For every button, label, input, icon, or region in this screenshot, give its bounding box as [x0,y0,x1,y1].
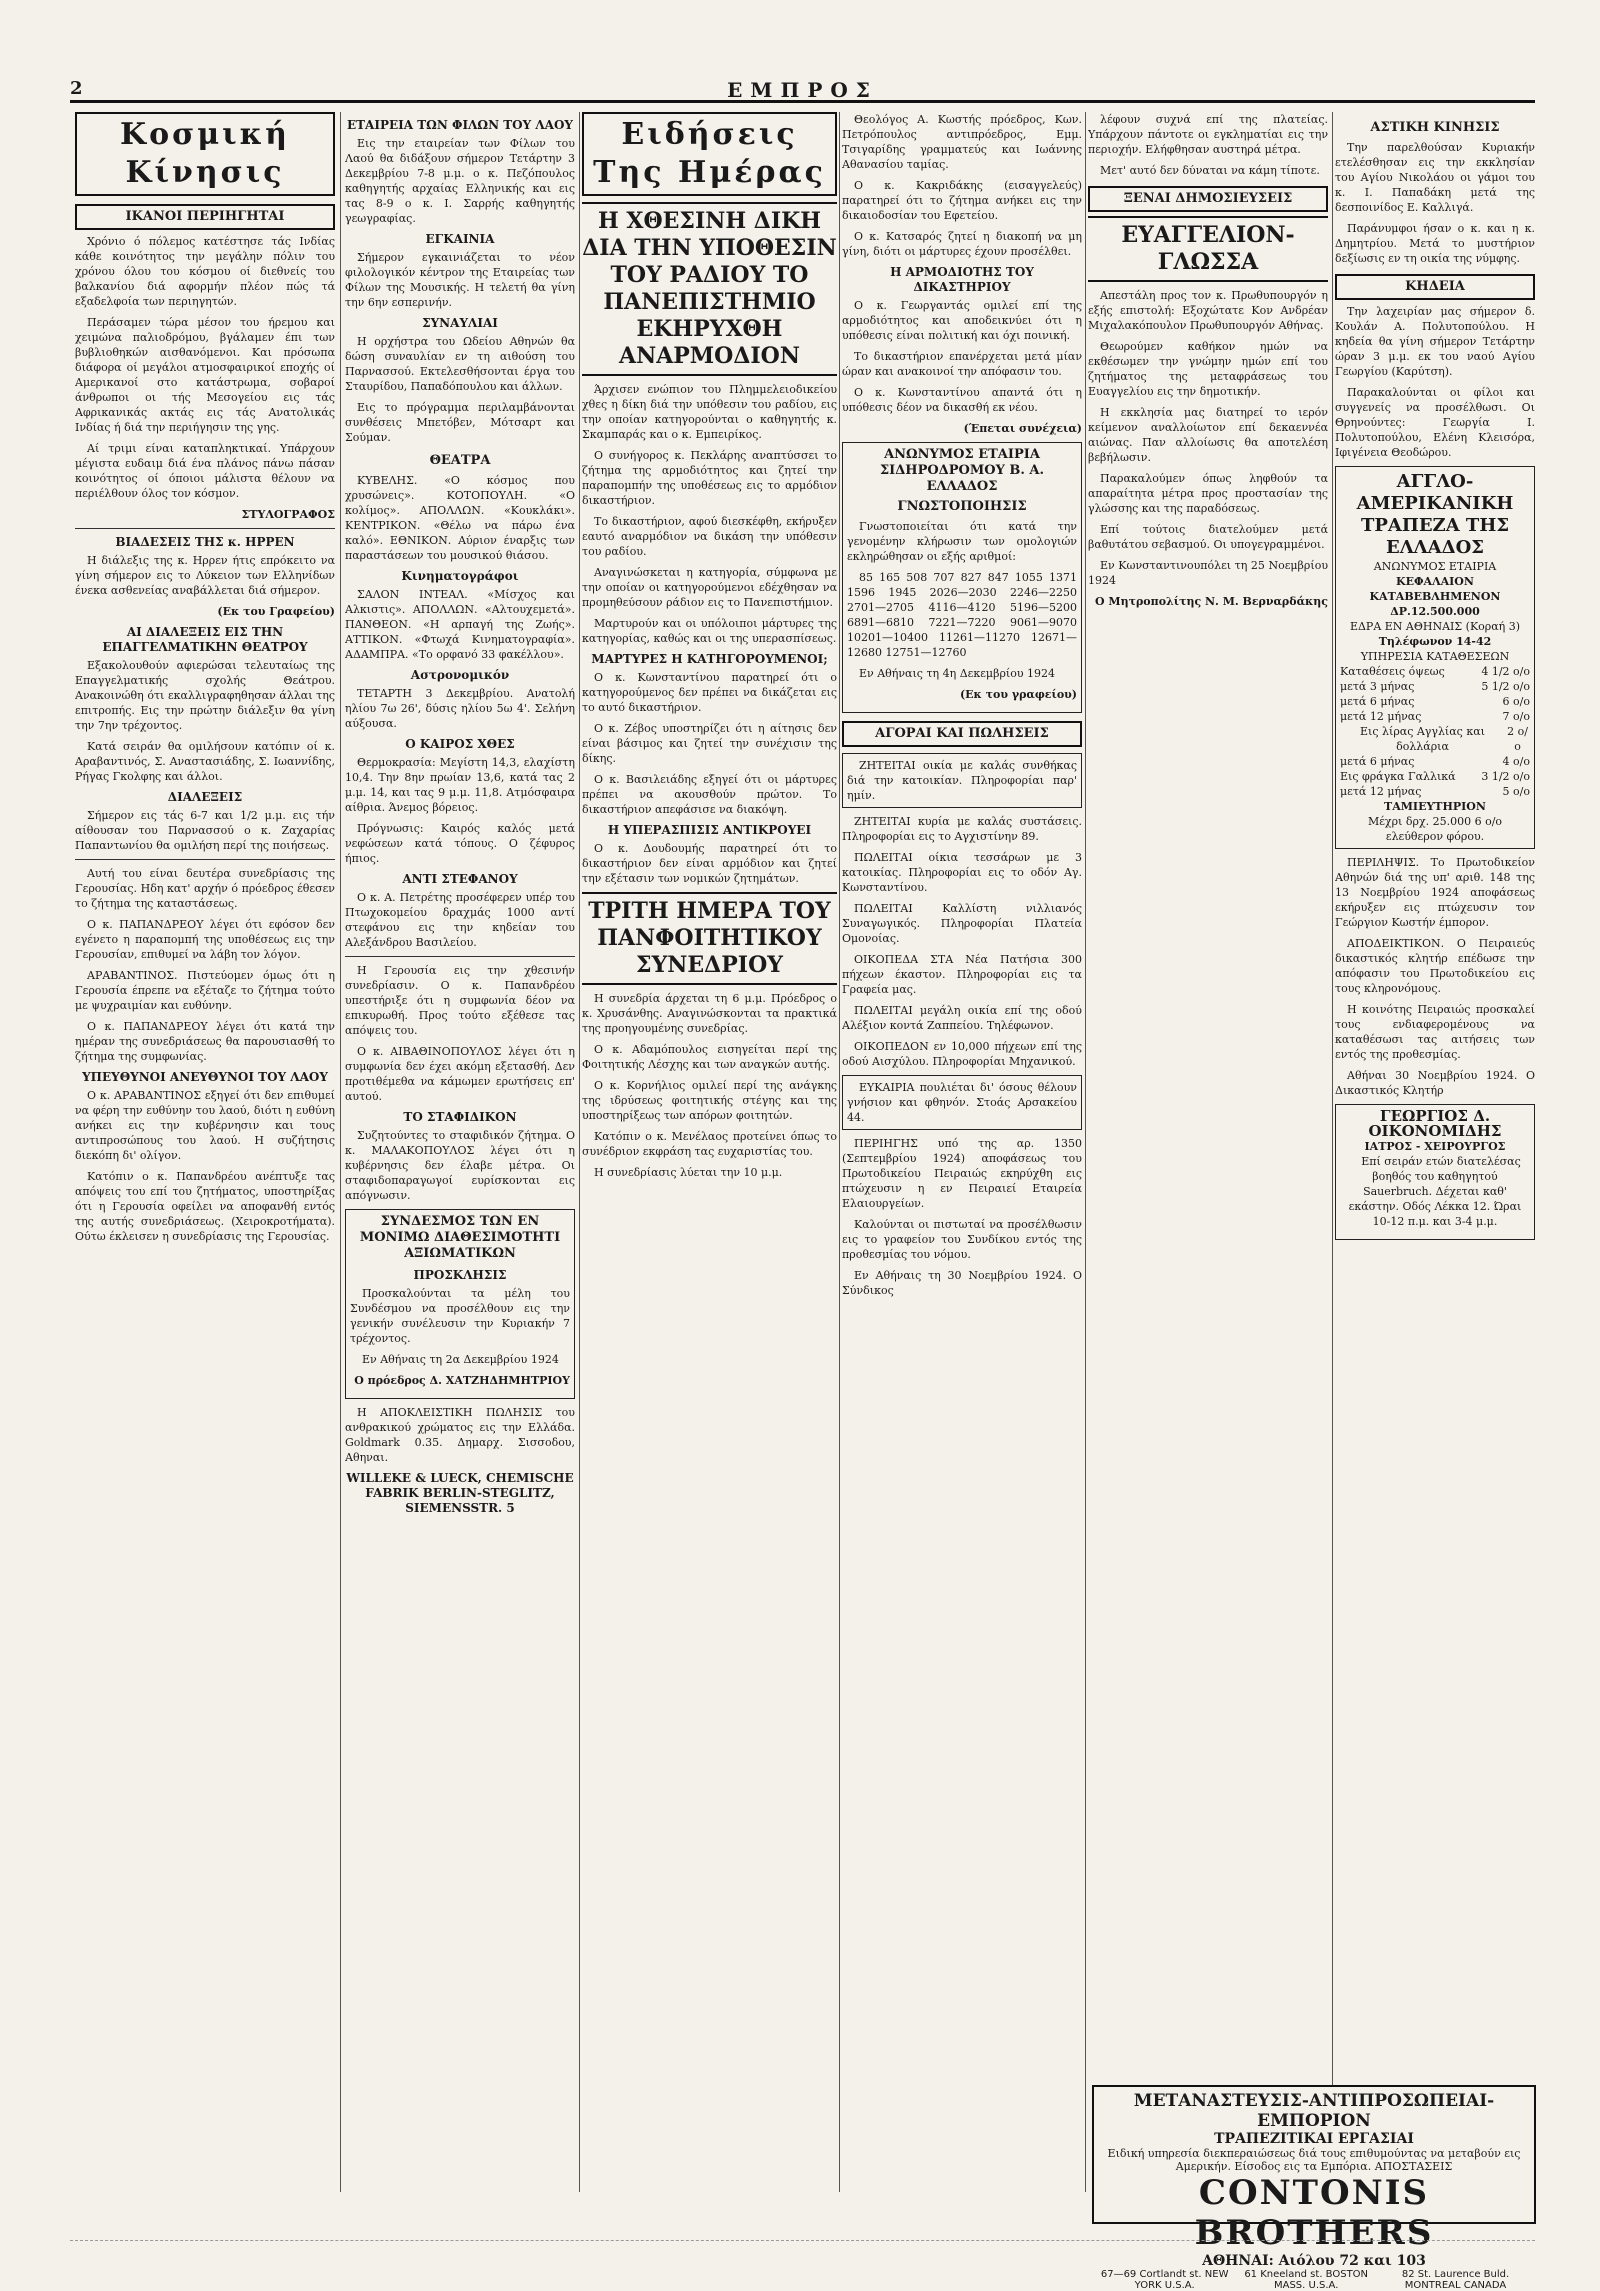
railway-notice [842,442,1082,713]
article-title: ΤΟ ΣΤΑΦΙΔΙΚΟΝ [403,1110,517,1124]
article-paragraph: Μετ' αυτό δεν δύναται να κάμη τίποτε. [1100,164,1320,177]
section-heading-news: Ειδήσεις Της Ημέρας [582,112,837,196]
column-letters [1088,112,1328,2192]
article-paragraph: Θερμοκρασία: Μεγίστη 14,3, ελαχίστη 10,4. Την 8ην πρωίαν 13,6, κατά τας 2 μ.μ. 14, και τας 9 μ.μ. 11,8. Ατμόσφαιρα αίθρια. Άνεμος βόρειος. [345,756,575,814]
article-paragraph: Πρόγνωσις: Καιρός καλός μετά νεφώσεων κατά τόπους. Ο ζέφυρος ήπιος. [345,822,575,865]
column-announcements [345,112,575,2192]
article-paragraph: Ο κ. Κορνήλιος ομιλεί περί της ανάγκης της ιδρύσεως φοιτητικής στέγης και της υποστηρίξεως των απόρων φοιτητών. [582,1079,837,1122]
article-paragraph: Η συνεδρία άρχεται τη 6 μ.μ. Πρόεδρος ο κ. Χρυσάνθης. Αναγινώσκονται τα πρακτικά της προηγουμένης συνεδρίας. [582,992,837,1035]
rate-label: μετά 12 μήνας [1340,710,1422,723]
notice-text: Γνωστοποιείται ότι κατά την γενομένην κλήρωσιν των ομολογιών εκληρώθησαν οι εξής αριθμοί: [847,520,1077,563]
rate-row [1340,754,1530,769]
article-title: ΙΚΑΝΟΙ ΠΕΡΙΗΓΗΤΑΙ [75,204,335,230]
article-paragraph: Κατά σειράν θα ομιλήσουν κατόπιν οί κ. Αραβαντινός, Σ. Αναστασιάδης, Σ. Ιωαννίδης, Ρήγας Γκολφης και άλλοι. [75,740,335,783]
lead-headline: Η ΧΘΕΣΙΝΗ ΔΙΚΗ ΔΙΑ ΤΗΝ ΥΠΟΘΕΣΙΝ ΤΟΥ ΡΑΔΙΟΥ ΤΟ ΠΑΝΕΠΙΣΤΗΜΙΟ ΕΚΗΡΥΧΘΗ ΑΝΑΡΜΟΔΙΟΝ [582,202,837,376]
rate-label: Καταθέσεις όψεως [1340,665,1445,678]
bank-name-line1: ΑΓΓΛΟ-ΑΜΕΡΙΚΑΝΙΚΗ [1356,471,1514,514]
article-paragraph: Ο κ. Κακριδάκης (εισαγγελεύς) παρατηρεί ότι το ζήτημα ανήκει εις την δικαιοδοσίαν του Εφετείου. [842,179,1082,222]
rate-row [1340,724,1530,754]
column-rule [340,112,341,2192]
article-paragraph: Καλούνται οι πιστωταί να προσέλθωσιν εις το γραφείον του Συνδίκου εντός της προθεσμίας του νόμου. [842,1218,1082,1261]
article-paragraph: Η διάλεξις της κ. Ηρρεν ήτις επρόκειτο να γίνη σήμερον εις το Λύκειον των Ελληνίδων ένεκα ασθενείας αναβάλλεται διά σήμερον. [75,554,335,597]
article-paragraph: Το δικαστήριον επανέρχεται μετά μίαν ώραν και ανακοινοί την απόφασιν του. [842,350,1082,378]
article-paragraph: Κατόπιν ο κ. Παπανδρέου ανέπτυξε τας απόψεις του επί του ζητήματος, υποστηρίξας ότι η Γερουσία οφείλει να αποφανθή εντός της αυτής συνεδριάσεως. (Χειροκροτήματα). Ούτω έκλεισεν η συνεδρίασις της Γερουσίας. [75,1170,335,1243]
ad-branch-addresses [1094,2269,1534,2291]
branch-address: 82 St. Laurence Buld. MONTREAL CANADA [1401,2269,1510,2291]
rate-label: Εις λίρας Αγγλίας και δολλάρια [1360,725,1485,753]
classified-ad: ΠΩΛΕΙΤΑΙ μεγάλη οικία επί της οδού Αλέξιον κοντά Ζαππείου. Τηλέφωνον. [842,1004,1082,1032]
article-paragraph: Αναγινώσκεται η κατηγορία, σύμφωνα με την οποίαν οι κατηγορούμενοι εδέχθησαν να προμηθεύσουν ράδιον εις το Πανεπιστήμιον. [582,566,837,609]
notice-subheading: ΠΡΟΣΚΛΗΣΙΣ [413,1268,507,1282]
article-title: ΕΓΚΑΙΝΙΑ [425,232,495,246]
article-paragraph: Η εκκλησία μας διατηρεί το ιερόν κείμενον αναλλοίωτον επί δεκαεννέα αιώνας. Παν αλλοίωσις θα αποτελέση βεβήλωσιν. [1088,406,1328,464]
article-paragraph: Ο κ. ΠΑΠΑΝΔΡΕΟΥ λέγει ότι κατά την ημέραν της συνεδριάσεως θα παρουσιασθή το ζήτημα της συμφωνίας. [75,1020,335,1063]
article-paragraph: ΑΠΟΔΕΙΚΤΙΚΟΝ. Ο Πειραιεύς δικαστικός κλητήρ επέδωσε την απόφασιν του Πρωτοδικείου εις τους κληρονόμους. [1335,937,1535,995]
divider [75,528,335,529]
branch-address: 61 Kneeland st. BOSTON MASS. U.S.A. [1244,2269,1369,2291]
article-paragraph: Ο κ. Γεωργαντάς ομιλεί επί της αρμοδιότητος και αποδεικνύει ότι η υπόθεσις είναι πολιτική και όχι ποινική. [842,299,1082,342]
gospel-headline: ΕΥΑΓΓΕΛΙΟΝ-ΓΛΩΣΣΑ [1088,216,1328,282]
classified-ad-boxed: ΕΥΚΑΙΡΙΑ πουλιέται δι' όσους θέλουν γνήσιον και φθηνόν. Στοάς Αρσακείου 44. [842,1075,1082,1130]
classified-ad: ΖΗΤΕΙΤΑΙ κυρία με καλάς συστάσεις. Πληροφορίαι εις το Αγχιστίνην 89. [842,815,1082,843]
rate-label: μετά 6 μήνας [1340,695,1415,708]
rate-row [1340,784,1530,799]
rate-row [1340,679,1530,694]
notice-text: Προσκαλούνται τα μέλη του Συνδέσμου να προσέλθουν εις την γενικήν συνέλευσιν την Κυριακήν 7 τρέχοντος. [350,1287,570,1345]
section-heading-society: Κοσμική Κίνησις [75,112,335,196]
bank-advertisement [1335,466,1535,849]
rate-label: Εις φράγκα Γαλλικά [1340,770,1456,783]
article-paragraph: Εν Αθήναις τη 30 Νοεμβρίου 1924. Ο Σύνδικος [842,1269,1082,1297]
rate-label: μετά 12 μήνας [1340,785,1422,798]
article-paragraph: Η κοινότης Πειραιώς προσκαλεί τους ενδιαφερομένους να καταθέσωσι τας αιτήσεις των εντός της προθεσμίας. [1335,1003,1535,1061]
rate-value: 4 1/2 ο/ο [1481,665,1530,678]
article-title: ΥΠΕΥΘΥΝΟΙ ΑΝΕΥΘΥΝΟΙ ΤΟΥ ΛΑΟΥ [82,1070,328,1084]
bank-service: ΥΠΗΡΕΣΙΑ ΚΑΤΑΘΕΣΕΩΝ [1360,650,1510,663]
classified-ad: ΠΩΛΕΙΤΑΙ Καλλίστη νιλλιανός Συναγωγικός. Πληροφορίαι Πλατεία Ομονοίας. [842,902,1082,945]
rate-value: 6 ο/ο [1502,695,1530,708]
section-heading-publications: ΞΕΝΑΙ ΔΗΜΟΣΙΕΥΣΕΙΣ [1088,186,1328,212]
page-bottom-edge [70,2240,1535,2241]
branch-address: 67—69 Cortlandt st. NEW YORK U.S.A. [1100,2269,1229,2291]
article-paragraph: Εις το πρόγραμμα περιλαμβάνονται συνθέσεις Μπετόβεν, Μότσαρτ και Σούμαν. [345,401,575,444]
article-paragraph: Ο κ. Κατσαρός ζητεί η διακοπή να μη γίνη, διότι οι μάρτυρες έχουν προσέλθει. [842,230,1082,258]
article-paragraph: Κατόπιν ο κ. Μενέλαος προτείνει όπως το συνέδριον εκφράση τας ευχαριστίας του. [582,1130,837,1158]
rate-value: 5 1/2 ο/ο [1481,680,1530,693]
article-title: ΣΥΝΑΥΛΙΑΙ [422,316,498,330]
credit-line: (Εκ του Γραφείου) [217,605,335,618]
masthead [70,78,1535,103]
doctor-text: Επί σειράν ετών διατελέσας βοηθός του καθηγητού Sauerbruch. Δέχεται καθ' εκάστην. Οδός Λέκκα 12. Ώραι 10-12 π.μ. και 3-4 μ.μ. [1348,1155,1522,1228]
savings-rate: Μέχρι δρχ. 25.000 6 ο/ο ελεύθερον φόρου. [1367,815,1503,843]
article-paragraph: Η Γερουσία εις την χθεσινήν συνεδρίασιν. Ο κ. Παπανδρέου υπεστήριξε ότι η συμφωνία δέον να επικυρωθή. Προς τούτο εξέθεσε τας απόψεις του. [345,964,575,1037]
article-paragraph: Την λαχειρίαν μας σήμερον δ. Κουλάν Α. Πολυτοπούλου. Η κηδεία θα γίνη σήμερον Τετάρτην ώραν 3 μ.μ. εκ του ναού Αγίου Γεωργίου (Καρύτση). [1335,305,1535,378]
article-paragraph: ΣΑΛΟΝ ΙΝΤΕΑΛ. «Μίσχος και Αλκιστις». ΑΠΟΛΛΩΝ. «Αλτουχεμετά». ΠΑΝΘΕΟΝ. «Η αρπαγή της Ζωής». ΑΤΤΙΚΟΝ. «Φτωχά Κινηματογραφία». ΑΔΑΜΠΡΑ. «Το ορφανό 33 φακέλλου». [345,588,575,661]
classified-ad: ΟΙΚΟΠΕΔΑ ΣΤΑ Νέα Πατήσια 300 πήχεων έκαστον. Πληροφορίαι εις τα Γραφεία μας. [842,953,1082,996]
bank-capital: ΚΕΦΑΛΑΙΟΝ ΚΑΤΑΒΕΒΛΗΜΕΝΟΝ ΔΡ.12.500.000 [1369,575,1501,618]
article-paragraph: Παρακαλούνται οι φίλοι και συγγενείς να προσέλθωσι. Οι Θρηνούντες: Γεωργία Ι. Πολυτοπούλου, Ελένη Κλεισόρα, Ιφιγένεια Θεοδώρου. [1335,386,1535,459]
page-number: 2 [70,78,83,99]
article-paragraph: Συζητούντες το σταφιδικόν ζήτημα. Ο κ. ΜΑΛΑΚΟΠΟΥΛΟΣ λέγει ότι η κυβέρνησις δεν έλαβε μέτρα. Οι σταφιδοπαραγωγοί ευρίσκονται εις απόγνωσιν. [345,1129,575,1202]
article-title: Η ΥΠΕΡΑΣΠΙΣΙΣ ΑΝΤΙΚΡΟΥΕΙ [607,823,812,837]
rate-value: 5 ο/ο [1502,785,1530,798]
column-rule [839,112,840,2192]
notice-subheading: ΓΝΩΣΤΟΠΟΙΗΣΙΣ [897,499,1027,514]
article-paragraph: Η συνεδρίασις λύεται την 10 μ.μ. [594,1166,783,1179]
ad-subtitle: ΤΡΑΠΕΖΙΤΙΚΑΙ ΕΡΓΑΣΙΑΙ [1214,2131,1414,2147]
column-rule [1332,112,1333,2192]
bank-type: ΑΝΩΝΥΜΟΣ ΕΤΑΙΡΙΑ [1373,560,1497,573]
article-title: ΔΙΑΛΕΞΕΙΣ [167,790,243,804]
article-paragraph: Άρχισεν ενώπιον του Πλημμελειοδικείου χθες η δίκη διά την υπόθεσιν του ραδίου, εις την οποίαν κατηγορούνται ο καθηγητής κ. Σκαμπαράς και ο κ. Εμπειρίκος. [582,383,837,441]
doctor-name: ΓΕΩΡΓΙΟΣ Δ. ΟΙΚΟΝΟΜΙΔΗΣ [1368,1107,1502,1140]
article-title: ΕΤΑΙΡΕΙΑ ΤΩΝ ΦΙΛΩΝ ΤΟΥ ΛΑΟΥ [346,118,573,132]
column-rule [579,112,580,2192]
classified-ad: ΖΗΤΕΙΤΑΙ οικία με καλάς συνθήκας διά την κατοικίαν. Πληροφορίαι παρ' ημίν. [842,753,1082,808]
rate-label: μετά 6 μήνας [1340,755,1415,768]
article-paragraph: Σήμερον εις τάς 6-7 και 1/2 μ.μ. εις τήν αίθουσαν του Παρνασσού ο κ. Ζαχαρίας Παπαντωνίου θα ομιλήση περί της ποιήσεως. [75,809,335,852]
article-paragraph: Ο κ. Βασιλειάδης εξηγεί ότι οι μάρτυρες πρέπει να ακουσθούν πρώτον. Το δικαστήριον απεφάσισε να διακόψη. [582,773,837,816]
article-paragraph: Ο κ. ΠΑΠΑΝΔΡΕΟΥ λέγει ότι εφόσον δεν εγένετο η παραπομπή της υποθέσεως εις την Γερουσίαν, επιθυμεί να λάβη τον λόγον. [75,918,335,961]
rate-value: 2 ο/ο [1507,725,1528,753]
article-paragraph: λέφουν συχνά επί της πλατείας. Υπάρχουν πάντοτε οι εγκληματίαι εις την περιοχήν. Ελήφθησαν αυστηρά μέτρα. [1088,113,1328,156]
author-signature: ΣΤΥΛΟΓΡΑΦΟΣ [241,508,335,521]
article-paragraph: ΚΥΒΕΛΗΣ. «Ο κόσμος που χρυσώνεις». ΚΟΤΟΠΟΥΛΗ. «Ο κολίμος». ΑΠΟΛΛΩΝ. «Κουκλάκι». ΚΕΝΤΡΙΚΟΝ. «Θέλω να πάρω ένα καλό». ΕΘΝΙΚΟΝ. Αύριον έναρξις των παραστάσεων του μουσικού θιάσου. [345,474,575,562]
continued-note: (Έπεται συνέχεια) [963,422,1082,435]
article-paragraph: Εις την εταιρείαν των Φίλων του Λαού θα διδάξουν σήμερον Τετάρτην 3 Δεκεμβρίου 7-8 μ.μ. ο κ. Πεζόπουλος καθηγητής αρχαίας Ελληνικής και εις τας 8-9 ο κ. Ι. Σαρρής καθηγητής γεωγραφίας. [345,137,575,225]
newspaper-name: ΕΜΠΡΟΣ [727,78,878,102]
article-title: ΑΝΤΙ ΣΤΕΦΑΝΟΥ [402,872,518,886]
section-heading-civic: ΑΣΤΙΚΗ ΚΙΝΗΣΙΣ [1370,120,1500,135]
article-paragraph: Παράνυμφοι ήσαν ο κ. και η κ. Δημητρίου. Μετά το μυστήριον δεξίωσις εν τη οικία της νύμφης. [1335,222,1535,265]
article-paragraph: Η ορχήστρα του Ωδείου Αθηνών θα δώση συναυλίαν εν τη αιθούση του Παρνασσού. Εκτελεσθήσονται έργα του Σταυρίδου, Παπαδόπουλου και άλλων. [345,335,575,393]
rate-label: μετά 3 μήνας [1340,680,1415,693]
divider [75,859,335,860]
column-rule [1085,112,1086,2192]
article-title: ΒΙΑΔΕΣΕΙΣ ΤΗΣ κ. ΗΡΡΕΝ [115,535,295,549]
article-title: Η ΑΡΜΟΔΙΟΤΗΣ ΤΟΥ ΔΙΚΑΣΤΗΡΙΟΥ [890,265,1034,294]
section-heading-funeral: ΚΗΔΕΙΑ [1335,274,1535,300]
article-paragraph: Η ΑΠΟΚΛΕΙΣΤΙΚΗ ΠΩΛΗΣΙΣ του ανθρακικού χρώματος εις την Ελλάδα. Goldmark 0.35. Δημαρχ. Σισσοδου, Αθηναι. [345,1406,575,1464]
column-civic [1335,112,1535,2192]
rate-row [1340,709,1530,724]
article-paragraph: Ο κ. Α. Πετρέτης προσέφερεν υπέρ του Πτωχοκομείου δραχμάς 1000 αντί στεφάνου εις την κηδείαν του Αλεξάνδρου Βασιλείου. [345,891,575,949]
article-paragraph: Παρακαλούμεν όπως ληφθούν τα απαραίτητα μέτρα προς προστασίαν της γλώσσης και της παραδόσεως. [1088,472,1328,515]
bank-phone: Τηλέφωνον 14-42 [1378,635,1492,648]
section-heading-classifieds: ΑΓΟΡΑΙ ΚΑΙ ΠΩΛΗΣΕΙΣ [842,721,1082,747]
ad-description: Ειδική υπηρεσία διεκπεραιώσεως διά τους επιθυμούντας να μεταβούν εις Αμερικήν. Είσοδος εις τα Εμπόρια. ΑΠΟΣΤΑΣΕΙΣ [1107,2147,1521,2173]
article-paragraph: Σήμερον εγκαινιάζεται το νέον φιλολογικόν κέντρον της Εταιρείας των Φίλων της Μουσικής. Η τελετή θα γίνη την 6ην εσπερινήν. [345,251,575,309]
article-paragraph: ΑΡΑΒΑΝΤΙΝΟΣ. Πιστεύομεν όμως ότι η Γερουσία έπρεπε να εξέταζε το ζήτημα τούτο με ψυχραιμίαν και ευθύνην. [75,969,335,1012]
ad-title: ΜΕΤΑΝΑΣΤΕΥΣΙΣ-ΑΝΤΙΠΡΟΣΩΠΕΙΑΙ-ΕΜΠΟΡΙΟΝ [1133,2091,1495,2131]
rate-value: 3 1/2 ο/ο [1481,770,1530,783]
savings-heading: ΤΑΜΙΕΥΤΗΡΙΟΝ [1384,800,1486,813]
article-paragraph: Ο κ. Δουδουμής παρατηρεί ότι το δικαστήριον δεν είναι αρμόδιον και ζητεί την εξέτασιν των νομικών ζητημάτων. [582,842,837,885]
advertisement-line: WILLEKE & LUECK, CHEMISCHE FABRIK BERLIN-STEGLITZ, SIEMENSSTR. 5 [346,1471,574,1515]
bank-name-line2: ΤΡΑΠΕΖΑ ΤΗΣ ΕΛΛΑΔΟΣ [1360,515,1510,558]
notice-credit: (Εκ του γραφείου) [959,688,1077,701]
doctor-title: ΙΑΤΡΟΣ - ΧΕΙΡΟΥΡΓΟΣ [1364,1140,1506,1153]
article-paragraph: Ο κ. ΑΡΑΒΑΝΤΙΝΟΣ εξηγεί ότι δεν επιθυμεί να φέρη την ευθύνην του λαού, διότι η ευθύνη ανήκει εις την κυβέρνησιν και τους αντιπροσώπους του λαού. Η συζήτησις διεκόπη δι' ολίγον. [75,1089,335,1162]
article-title: Κινηματογράφοι [401,569,519,583]
article-paragraph: Επί τούτοις διατελούμεν μετά βαθυτάτου σεβασμού. Οι υπογεγραμμένοι. [1088,523,1328,551]
rate-row [1340,664,1530,679]
article-paragraph: Ο κ. ΑΙΒΑΘΙΝΟΠΟΥΛΟΣ λέγει ότι η συμφωνία δεν έχει ακόμη εξετασθή. Δεν προτιθέμεθα να κάμωμεν ερωτήσεις επ' αυτού. [345,1045,575,1103]
divider [345,956,575,957]
contonis-advertisement [1092,2085,1536,2291]
ad-athens-address: ΑΘΗΝΑΙ: Αιόλου 72 και 103 [1202,2253,1426,2269]
article-paragraph: Αυτή του είναι δευτέρα συνεδρίασις της Γερουσίας. Ηδη κατ' αρχήν ό πρόεδρος έθεσεν το ζήτημα της καταστάσεως. [75,867,335,910]
article-paragraph: Ο κ. Κωνσταντίνου απαντά ότι η υπόθεσις δέον να δικασθή εκ νέου. [842,386,1082,414]
section-heading-theatres: ΘΕΑΤΡΑ [429,453,491,468]
article-paragraph: Εν Κωνσταντινουπόλει τη 25 Νοεμβρίου 1924 [1088,559,1328,587]
article-paragraph: Απεστάλη προς τον κ. Πρωθυπουργόν η εξής επιστολή: Εξοχώτατε Κον Ανδρέαν Μιχαλακόπουλον Πρωθυπουργόν Αθήνας. [1088,289,1328,332]
notice-signature: Ο πρόεδρος Δ. ΧΑΤΖΗΔΗΜΗΤΡΙΟΥ [354,1374,570,1387]
ad-company-name: CONTONIS BROTHERS [1194,2173,1434,2253]
article-paragraph: ΠΕΡΙΗΓΗΣ υπό της αρ. 1350 (Σεπτεμβρίου 1924) αποφάσεως του Πρωτοδικείου Πειραιώς εκηρύχθη εις πτώχευσιν η εν Πειραιεί Εταιρεία Ελαιουργείων. [842,1137,1082,1210]
article-title: Αστρονομικόν [410,668,510,682]
article-paragraph: Θεολόγος Α. Κωστής πρόεδρος, Κων. Πετρόπουλος αντιπρόεδρος, Εμμ. Τσιγαρίδης γραμματεύς και Ιωάννης Αθανασίου ταμίας. [842,113,1082,171]
notice-date: Εν Αθήναις τη 4η Δεκεμβρίου 1924 [859,667,1056,680]
article-paragraph: ΠΕΡΙΛΗΨΙΣ. Το Πρωτοδικείον Αθηνών διά της υπ' αριθ. 148 της 13 Νοεμβρίου 1924 αποφάσεως εκήρυξεν εις πτώχευσιν τον Γεώργιον Κωστήν έμπορον. [1335,856,1535,929]
rate-value: 4 ο/ο [1502,755,1530,768]
article-paragraph: Ο κ. Ζέβος υποστηρίζει ότι η αίτησις δεν είναι βάσιμος και ζητεί την συνέχισιν της δίκης. [582,722,837,765]
article-paragraph: Αθήναι 30 Νοεμβρίου 1924. Ο Δικαστικός Κλητήρ [1335,1069,1535,1097]
article-paragraph: Θεωρούμεν καθήκον ημών να εκθέσωμεν την γνώμην ημών επί του ζητήματος της μεταφράσεως του Ευαγγελίου εις την δημοτικήν. [1088,340,1328,398]
column-news [582,112,837,2192]
notice-date: Εν Αθήναις τη 2α Δεκεμβρίου 1924 [362,1353,559,1366]
column-society [75,112,335,2192]
article-title: ΑΙ ΔΙΑΛΕΞΕΙΣ ΕΙΣ ΤΗΝ ΕΠΑΓΓΕΛΜΑΤΙΚΗΝ ΘΕΑΤΡΟΥ [102,625,308,654]
article-paragraph: Το δικαστήριον, αφού διεσκέφθη, εκήρυξεν εαυτό αναρμόδιον να δικάση την υπόθεσιν του ραδίου. [582,515,837,558]
classified-ad: ΟΙΚΟΠΕΔΟΝ εν 10,000 πήχεων επί της οδού Αισχύλου. Πληροφορίαι Μηχανικού. [842,1040,1082,1068]
article-paragraph: Ο κ. Αδαμόπουλος εισηγείται περί της Φοιτητικής Λέσχης και των αναγκών αυτής. [582,1043,837,1071]
article-title: Ο ΚΑΙΡΟΣ ΧΘΕΣ [405,737,515,751]
rate-row [1340,694,1530,709]
classified-ad: ΠΩΛΕΙΤΑΙ οίκια τεσσάρων με 3 κατοικίας. Πληροφορίαι εις το οδόν Αγ. Κωνσταντίνου. [842,851,1082,894]
rate-row [1340,769,1530,784]
article-title: ΜΑΡΤΥΡΕΣ Η ΚΑΤΗΓΟΡΟΥΜΕΝΟΙ; [591,652,828,666]
notice-numbers: 85 165 508 707 827 847 1055 1371 1596 1945 2026—2030 2246—2250 2701—2705 4116—4120 5196—5200 6891—6810 7221—7220 9061—9070 10201—10400 11261—11270 12671—12680 12751—12760 [847,571,1077,659]
article-paragraph: Χρόνιο ό πόλεμος κατέστησε τάς Ινδίας κάθε κοινότητος την μεγάλην πόλιν του χρόνου όλου του κόσμου οί διεθνείς του βαλκανίου διά αφορμήν πλέον πώς τά εξαδελφοία των περιηγητών. [75,235,335,308]
article-paragraph: Εξακολουθούν αφιερώσαι τελευταίως της Επαγγελματικής σχολής Θεάτρου. Ανακοινώθη ότι εκαλλιγραφηθησαν άλλαι της επιτροπής. Εις την πρώτην διάλεξιν θα γίνη την 7ην τρέχοντος. [75,659,335,732]
notice-heading: ΣΥΝΔΕΣΜΟΣ ΤΩΝ ΕΝ ΜΟΝΙΜΩ ΔΙΑΘΕΣΙΜΟΤΗΤΙ ΑΞΙΩΜΑΤΙΚΩΝ [359,1214,561,1261]
congress-headline: ΤΡΙΤΗ ΗΜΕΡΑ ΤΟΥ ΠΑΝΦΟΙΤΗΤΙΚΟΥ ΣΥΝΕΔΡΙΟΥ [582,892,837,985]
letter-signature: Ο Μητροπολίτης Ν. Μ. Βερναρδάκης [1095,595,1328,608]
column-court-ads [842,112,1082,2192]
doctor-advertisement [1335,1104,1535,1240]
notice-box [345,1209,575,1399]
article-paragraph: Ο συνήγορος κ. Πεκλάρης αναπτύσσει το ζήτημα της αρμοδιότητος και ζητεί την παραπομπήν της υποθέσεως εις το αρμόδιον δικαστήριον. [582,449,837,507]
article-paragraph: Ο κ. Κωνσταντίνου παρατηρεί ότι ο κατηγορούμενος δεν πρέπει να δικάζεται εις το αυτό δικαστήριον. [582,671,837,714]
notice-heading: ΑΝΩΝΥΜΟΣ ΕΤΑΙΡΙΑ ΣΙΔΗΡΟΔΡΟΜΟΥ Β. Α. ΕΛΛΑΔΟΣ [879,447,1045,494]
article-paragraph: ΤΕΤΑΡΤΗ 3 Δεκεμβρίου. Ανατολή ηλίου 7ω 26', δύσις ηλίου 5ω 4'. Σελήνη αύξουσα. [345,687,575,730]
rate-value: 7 ο/ο [1502,710,1530,723]
article-paragraph: Αί τριμι είναι καταπληκτικαί. Υπάρχουν μέγιστα ευδαιμ διά ένα πλάνος πάνω πάσαν κοινότητος οί όποιοι μάλιστα θέλουν να περιέλθουν όλος τον κόσμον. [75,442,335,500]
article-paragraph: Μαρτυρούν και οι υπόλοιποι μάρτυρες της κατηγορίας, καθώς και οι της υπερασπίσεως. [582,617,837,645]
article-paragraph: Την παρελθούσαν Κυριακήν ετελέσθησαν εις την εκκλησίαν του Αγίου Νικολάου οι γάμοι του κ. Ι. Παπαδάκη μετά της δεσποινίδος Ε. Καλλιγά. [1335,141,1535,214]
article-paragraph: Περάσαμεν τώρα μέσον του ήρεμου και χειμώνα παλιοδρόμου, βγάλαμεν έπι των βυβλιοθηκών αισθανόμενοι. Και πρόσωπα διάφορα οί μεγάλοι ατμοσφαιρικοί εποχής οί Αμερικανοί στο κατάστρωμα, σοβαροί άνθρωποι οι τής Μεσογείου εις τάς Αφρικανικάς ακτάς εις τάς Ανατολικάς Ινδίας ή διά την περιήγησιν της γης. [75,316,335,434]
bank-address: ΕΔΡΑ ΕΝ ΑΘΗΝΑΙΣ (Κοραή 3) [1349,620,1521,633]
